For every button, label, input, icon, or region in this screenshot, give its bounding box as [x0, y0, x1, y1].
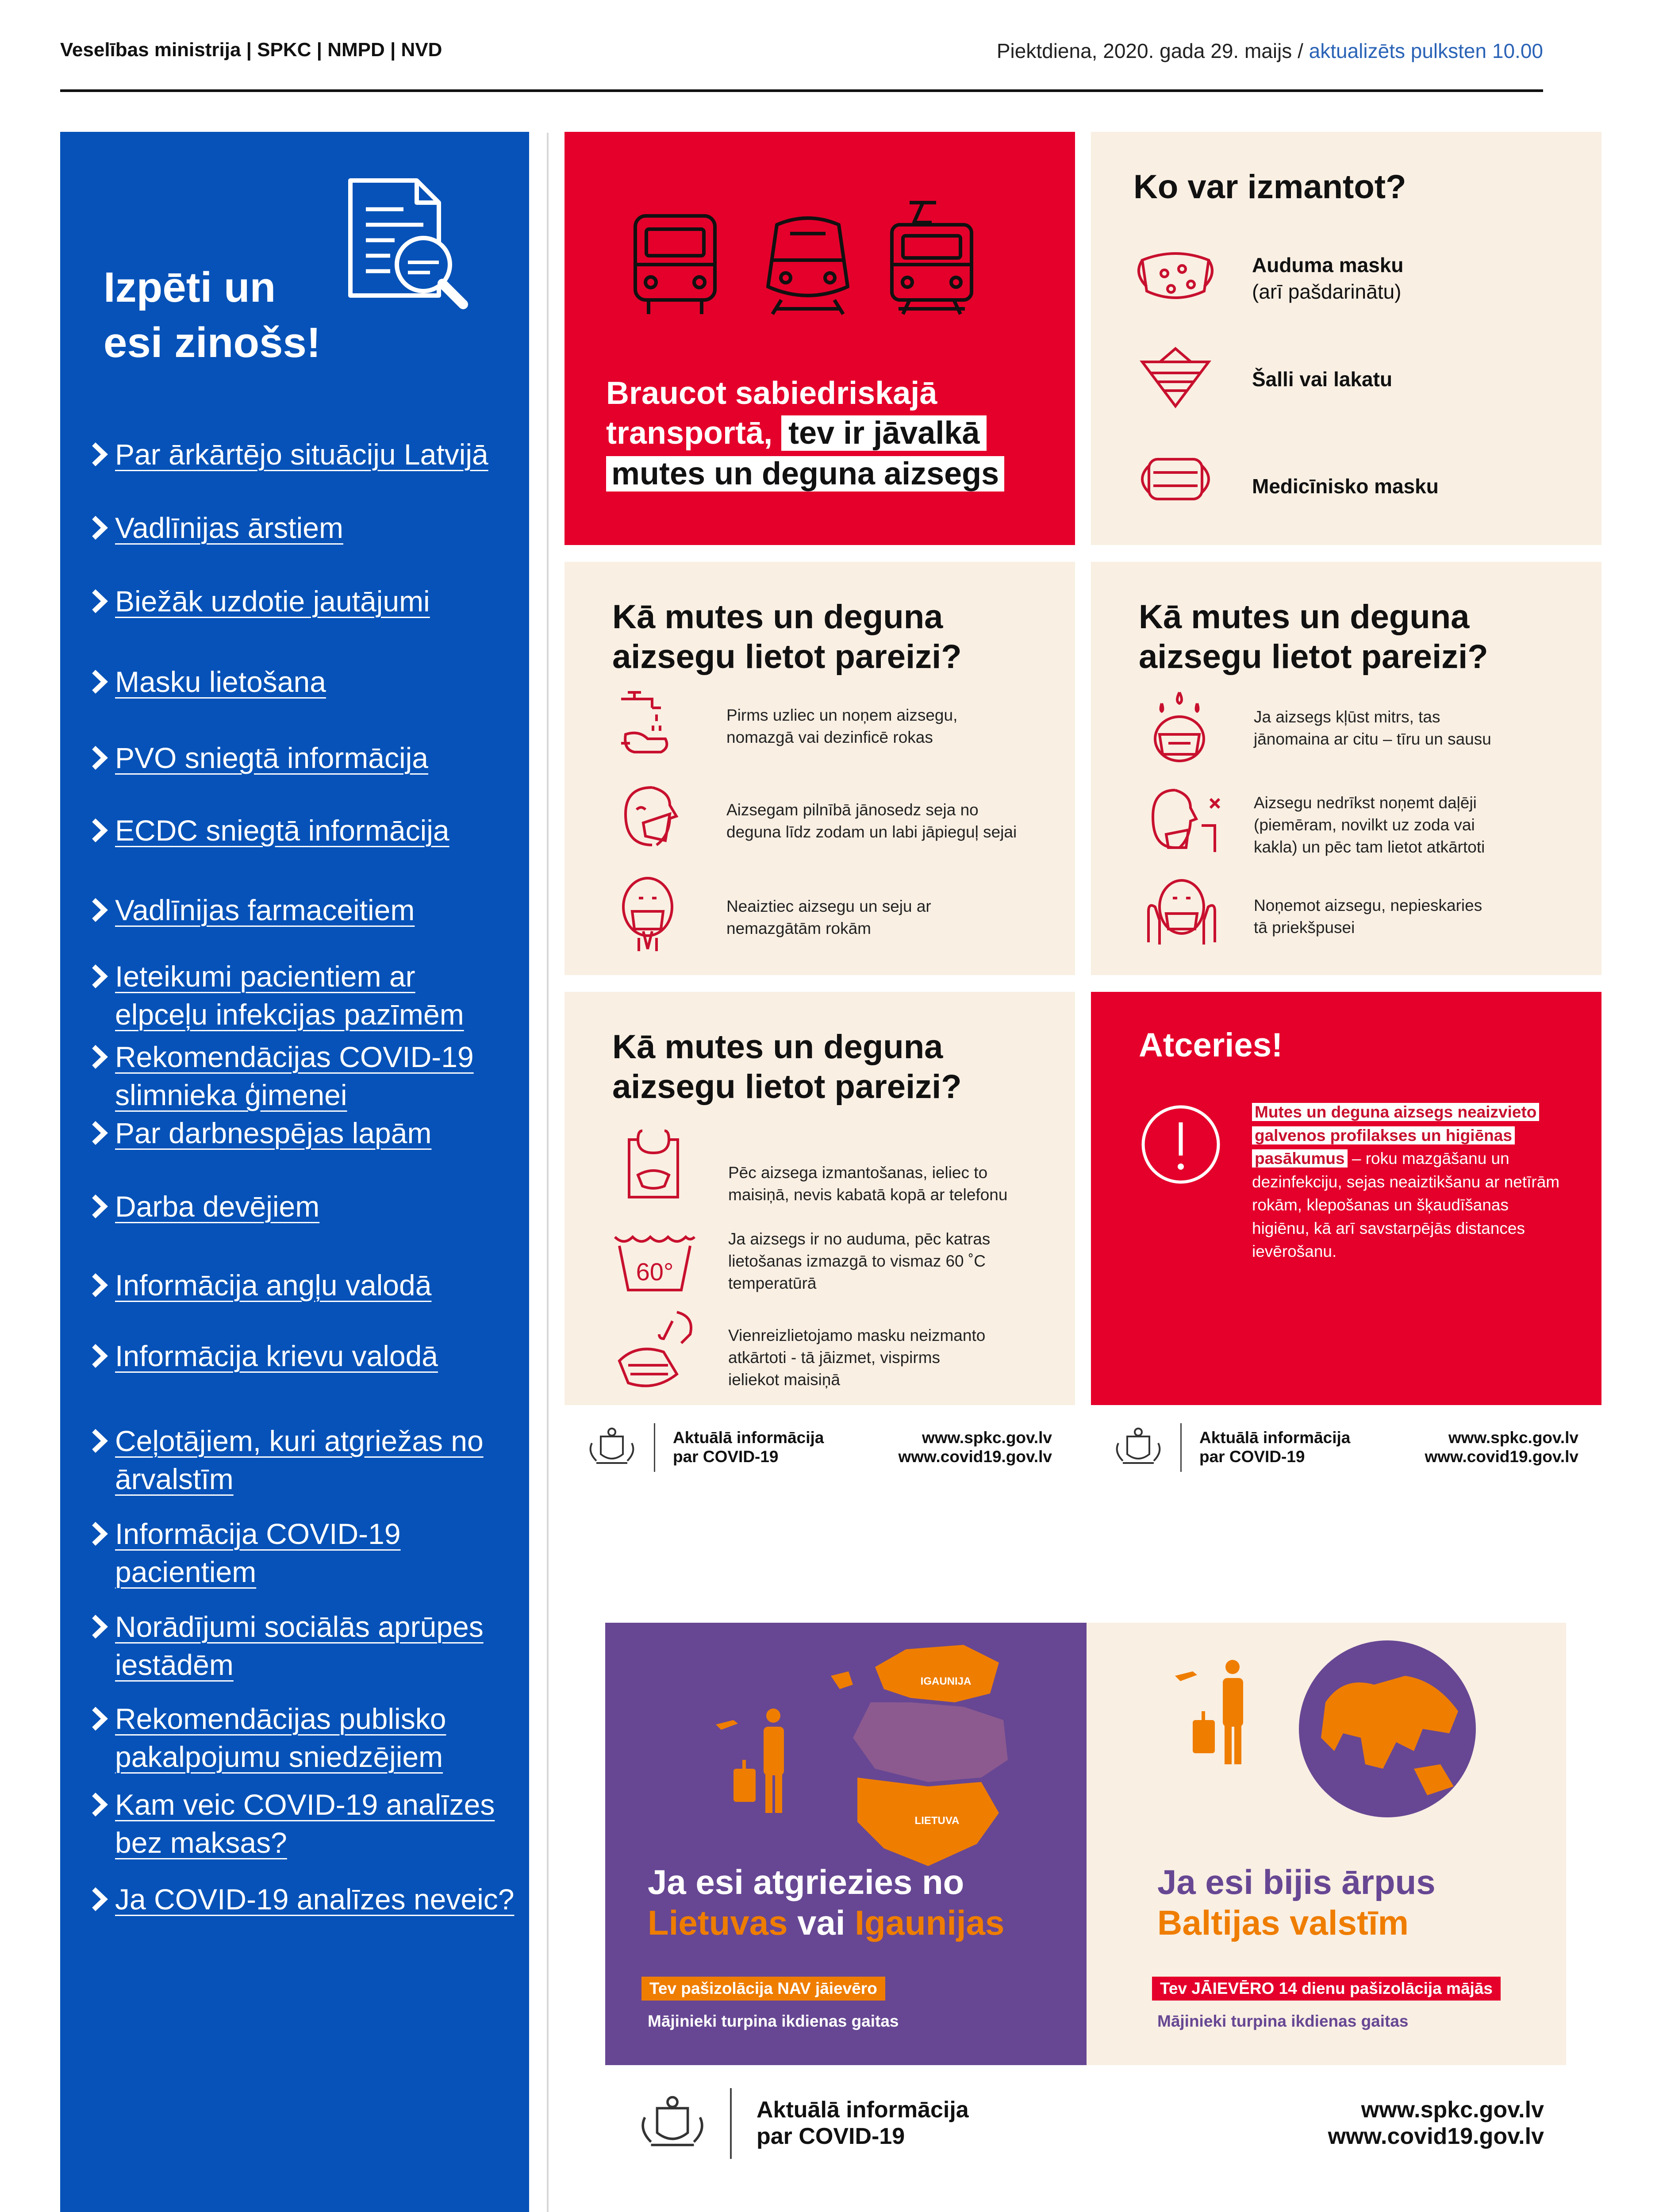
remember-highlight-2: galvenos profilakses un higiēnas	[1252, 1126, 1515, 1144]
map-label-estonia: IGAUNIJA	[920, 1675, 972, 1687]
what-can-be-used-card	[1091, 132, 1601, 545]
sidebar-link-who[interactable]	[88, 739, 428, 777]
transport-card	[565, 132, 1075, 545]
chevron-right-icon	[88, 1786, 115, 1824]
sidebar-link-label[interactable]: Par darbnespējas lapām	[115, 1117, 432, 1149]
sidebar-link-free-tests[interactable]	[88, 1786, 495, 1862]
sidebar-link-russian[interactable]	[88, 1337, 438, 1375]
travel-footer	[633, 2088, 1544, 2159]
globe-traveller-icon	[1175, 1636, 1485, 1822]
how-to-1-step-1: Pirms uzliec un noņem aizsegu, nomazgā vai dezinficē rokas	[726, 706, 958, 746]
wash-temperature-label: 60°	[636, 1258, 674, 1286]
public-transport-icon	[626, 198, 989, 322]
sidebar-link-no-tests[interactable]	[88, 1880, 514, 1918]
chevron-right-icon	[88, 1700, 115, 1738]
chevron-right-icon	[88, 1515, 115, 1553]
sidebar-link-ecdc[interactable]	[88, 811, 449, 849]
header-date	[997, 39, 1543, 63]
option-medical-mask: Medicīnisko masku	[1252, 475, 1439, 498]
chevron-right-icon	[88, 957, 115, 995]
sidebar-link-label[interactable]: Norādījumi sociālās aprūpes iestādēm	[115, 1610, 484, 1681]
remember-highlight-3: pasākumus	[1252, 1149, 1348, 1167]
cloth-mask-icon	[1133, 242, 1217, 309]
card-footer-right	[1110, 1421, 1578, 1474]
column-divider	[547, 133, 549, 2212]
travel-left-lithuania: Lietuvas	[648, 1903, 788, 1943]
chevron-right-icon	[88, 1266, 115, 1304]
footer-links[interactable]: www.spkc.gov.lv www.covid19.gov.lv	[898, 1429, 1052, 1466]
footer-info: Aktuālā informācija par COVID-19	[1199, 1429, 1351, 1466]
sidebar-link-label[interactable]: Ieteikumi pacientiem ar elpceļu infekcijas pazīmēm	[115, 960, 464, 1031]
sidebar-link-social-care[interactable]	[88, 1608, 484, 1684]
sidebar-link-label[interactable]: Vadlīnijas ārstiem	[115, 511, 343, 544]
no-touch-face-icon	[612, 872, 683, 951]
chevron-right-icon	[88, 891, 115, 929]
baltic-map-icon	[716, 1636, 1052, 1875]
chevron-right-icon	[88, 1337, 115, 1375]
sidebar	[60, 132, 529, 2212]
sidebar-link-respiratory[interactable]	[88, 957, 464, 1033]
remember-card	[1091, 992, 1601, 1405]
how-to-title-1: Kā mutes un deguna aizsegu lietot pareizi?	[612, 598, 962, 676]
medical-mask-icon	[1133, 446, 1217, 512]
sidebar-link-family[interactable]	[88, 1038, 474, 1114]
sidebar-link-label[interactable]: Informācija angļu valodā	[115, 1269, 432, 1302]
card-footer-left	[583, 1421, 1052, 1474]
transport-text	[606, 373, 1004, 494]
document-search-icon	[342, 172, 470, 335]
chevron-right-icon	[88, 663, 115, 701]
sidebar-link-sick-leave[interactable]	[88, 1114, 431, 1152]
coat-of-arms-icon	[633, 2093, 712, 2154]
chin-mask-icon	[1144, 781, 1224, 856]
sidebar-link-label[interactable]: Informācija COVID-19 pacientiem	[115, 1517, 401, 1588]
footer-links[interactable]: www.spkc.gov.lv www.covid19.gov.lv	[1425, 1429, 1578, 1466]
sidebar-link-label[interactable]: Rekomendācijas COVID-19 slimnieka ģimenei	[115, 1041, 474, 1111]
map-label-lithuania: LIETUVA	[914, 1815, 960, 1827]
sidebar-link-label[interactable]: Vadlīnijas farmaceitiem	[115, 894, 415, 926]
travel-right-heading	[1157, 1862, 1436, 1943]
date-separator: /	[1292, 39, 1309, 62]
transport-line-2b: tev ir jāvalkā	[781, 415, 987, 451]
how-to-title-2: Kā mutes un deguna aizsegu lietot pareizi?	[1139, 598, 1488, 676]
dispose-mask-icon	[611, 1308, 699, 1392]
footer-info: Aktuālā informācija par COVID-19	[673, 1429, 824, 1466]
sidebar-link-masks[interactable]	[88, 663, 326, 701]
exclamation-icon	[1139, 1102, 1223, 1187]
footer-separator	[730, 2088, 732, 2159]
footer-separator	[654, 1423, 655, 1472]
transport-line-1: Braucot sabiedriskajā	[606, 376, 937, 411]
how-to-1-step-2: Aizsegam pilnībā jānosedz seja no deguna līdz zodam un labi jāpieguļ sejai	[726, 801, 1017, 841]
sidebar-link-label[interactable]: Par ārkārtējo situāciju Latvijā	[115, 438, 488, 471]
travel-left-sub: Mājinieki turpina ikdienas gaitas	[648, 2012, 899, 2030]
chevron-right-icon	[88, 811, 115, 849]
scarf-icon	[1133, 335, 1217, 411]
remember-rest-2: dezinfekciju, sejas neaiztikšanu ar netīrām rokām, klepošanas un šķaudīšanas higiēnu, kā arī savstarpējās distances ievērošanu.	[1252, 1172, 1560, 1261]
how-to-2-step-1: Ja aizsegs kļūst mitrs, tas jānomaina ar citu – tīru un sausu	[1254, 708, 1491, 748]
remove-mask-icon	[1140, 872, 1224, 951]
remember-highlight-1: Mutes un deguna aizsegs neaizvieto	[1252, 1103, 1539, 1121]
chevron-right-icon	[88, 509, 115, 547]
travel-right-badge: Tev JĀIEVĒRO 14 dienu pašizolācija mājās	[1152, 1977, 1501, 2001]
chevron-right-icon	[88, 1038, 115, 1076]
how-to-card-1	[565, 562, 1075, 975]
date-text: Piektdiena, 2020. gada 29. maijs	[996, 39, 1292, 62]
how-to-3-step-3: Vienreizlietojamo masku neizmanto atkārtoti - tā jāizmet, vispirms ieliekot maisiņā	[728, 1326, 986, 1389]
travel-right-line-1: Ja esi bijis ārpus	[1157, 1863, 1436, 1901]
chevron-right-icon	[88, 739, 115, 777]
how-to-2-step-3: Noņemot aizsegu, nepieskaries tā priekšpusei	[1254, 896, 1482, 937]
option-cloth-mask: Auduma masku	[1252, 253, 1404, 276]
sidebar-link-label[interactable]: Rekomendācijas publisko pakalpojumu sniedzējiem	[115, 1702, 446, 1773]
transport-line-2a: transportā,	[606, 415, 773, 451]
chevron-right-icon	[88, 1422, 115, 1460]
chevron-right-icon	[88, 582, 115, 620]
chevron-right-icon	[88, 435, 115, 473]
how-to-1-step-3: Neaiztiec aizsegu un seju ar nemazgātām rokām	[726, 897, 931, 937]
how-to-title-3: Kā mutes un deguna aizsegu lietot pareizi?	[612, 1028, 962, 1106]
footer-links[interactable]: www.spkc.gov.lv www.covid19.gov.lv	[1328, 2097, 1544, 2149]
travel-right-line-2: Baltijas valstīm	[1157, 1903, 1409, 1943]
sidebar-link-label[interactable]: Darba devējiem	[115, 1190, 320, 1223]
transport-line-3: mutes un deguna aizsegs	[606, 456, 1004, 492]
sidebar-link-label[interactable]: Masku lietošana	[115, 665, 326, 698]
sidebar-title: Izpēti un esi zinošs!	[104, 264, 321, 366]
travel-left-badge: Tev pašizolācija NAV jāievēro	[641, 1977, 885, 2001]
sidebar-link-label[interactable]: Ceļotājiem, kuri atgriežas no ārvalstīm	[115, 1425, 484, 1495]
sidebar-link-faq[interactable]	[88, 582, 430, 620]
header-divider	[60, 89, 1543, 92]
chevron-right-icon	[88, 1880, 115, 1918]
how-to-card-3	[565, 992, 1075, 1405]
option-cloth-mask-note: (arī pašdarinātu)	[1252, 280, 1402, 303]
sidebar-link-public-services[interactable]	[88, 1700, 446, 1776]
sidebar-link-english[interactable]	[88, 1266, 431, 1304]
coat-of-arms-icon	[1110, 1425, 1167, 1470]
travel-baltic-card	[605, 1623, 1087, 2065]
wash-60-icon	[611, 1228, 699, 1294]
travel-right-sub: Mājinieki turpina ikdienas gaitas	[1157, 2012, 1409, 2030]
bag-icon	[620, 1126, 687, 1202]
travel-left-line-1: Ja esi atgriezies no	[648, 1863, 964, 1901]
sidebar-link-label[interactable]: PVO sniegtā informācija	[115, 741, 428, 774]
travel-outside-card	[1087, 1623, 1566, 2065]
how-to-2-step-2: Aizsegu nedrīkst noņemt daļēji (piemēram, novilkt uz zoda vai kakla) un pēc tam lietot atkārtoti	[1254, 794, 1485, 856]
how-to-3-step-1: Pēc aizsega izmantošanas, ieliec to maisiņā, nevis kabatā kopā ar telefonu	[728, 1164, 1008, 1204]
sidebar-link-patients[interactable]	[88, 1515, 401, 1591]
sidebar-link-emergency[interactable]	[88, 435, 488, 473]
footer-separator	[1180, 1423, 1182, 1472]
remember-title: Atceries!	[1139, 1026, 1283, 1064]
hand-washing-icon	[612, 690, 683, 761]
how-to-3-step-2: Ja aizsegs ir no auduma, pēc katras lietošanas izmazgā to vismaz 60 ˚C temperatūrā	[728, 1230, 991, 1292]
what-can-title: Ko var izmantot?	[1133, 168, 1406, 206]
chevron-right-icon	[88, 1187, 115, 1225]
sidebar-link-label[interactable]: Ja COVID-19 analīzes neveic?	[115, 1883, 515, 1916]
chevron-right-icon	[88, 1608, 115, 1646]
travel-left-heading	[648, 1862, 1004, 1943]
chevron-right-icon	[88, 1114, 115, 1152]
wet-mask-icon	[1144, 690, 1215, 765]
header-orgs: Veselības ministrija | SPKC | NMPD | NVD	[60, 39, 442, 61]
travel-left-estonia: Igaunijas	[855, 1903, 1005, 1943]
footer-info: Aktuālā informācija par COVID-19	[757, 2097, 969, 2149]
how-to-card-2	[1091, 562, 1601, 975]
sidebar-link-doctors[interactable]	[88, 509, 343, 547]
sidebar-link-travellers[interactable]	[88, 1422, 484, 1498]
sidebar-link-pharmacists[interactable]	[88, 891, 415, 929]
sidebar-link-label[interactable]: Biežāk uzdotie jautājumi	[115, 585, 430, 618]
remember-rest-1: – roku mazgāšanu un	[1347, 1149, 1509, 1168]
sidebar-link-employers[interactable]	[88, 1187, 319, 1225]
sidebar-link-label[interactable]: ECDC sniegtā informācija	[115, 814, 449, 847]
option-scarf: Šalli vai lakatu	[1252, 368, 1393, 391]
sidebar-link-label[interactable]: Kam veic COVID-19 analīzes bez maksas?	[115, 1788, 495, 1859]
coat-of-arms-icon	[583, 1425, 641, 1470]
sidebar-link-label[interactable]: Informācija krievu valodā	[115, 1340, 438, 1372]
remember-text	[1252, 1101, 1588, 1263]
updated-time: aktualizēts pulksten 10.00	[1309, 39, 1543, 62]
travel-left-or: vai	[787, 1903, 855, 1943]
face-mask-side-icon	[612, 779, 683, 854]
